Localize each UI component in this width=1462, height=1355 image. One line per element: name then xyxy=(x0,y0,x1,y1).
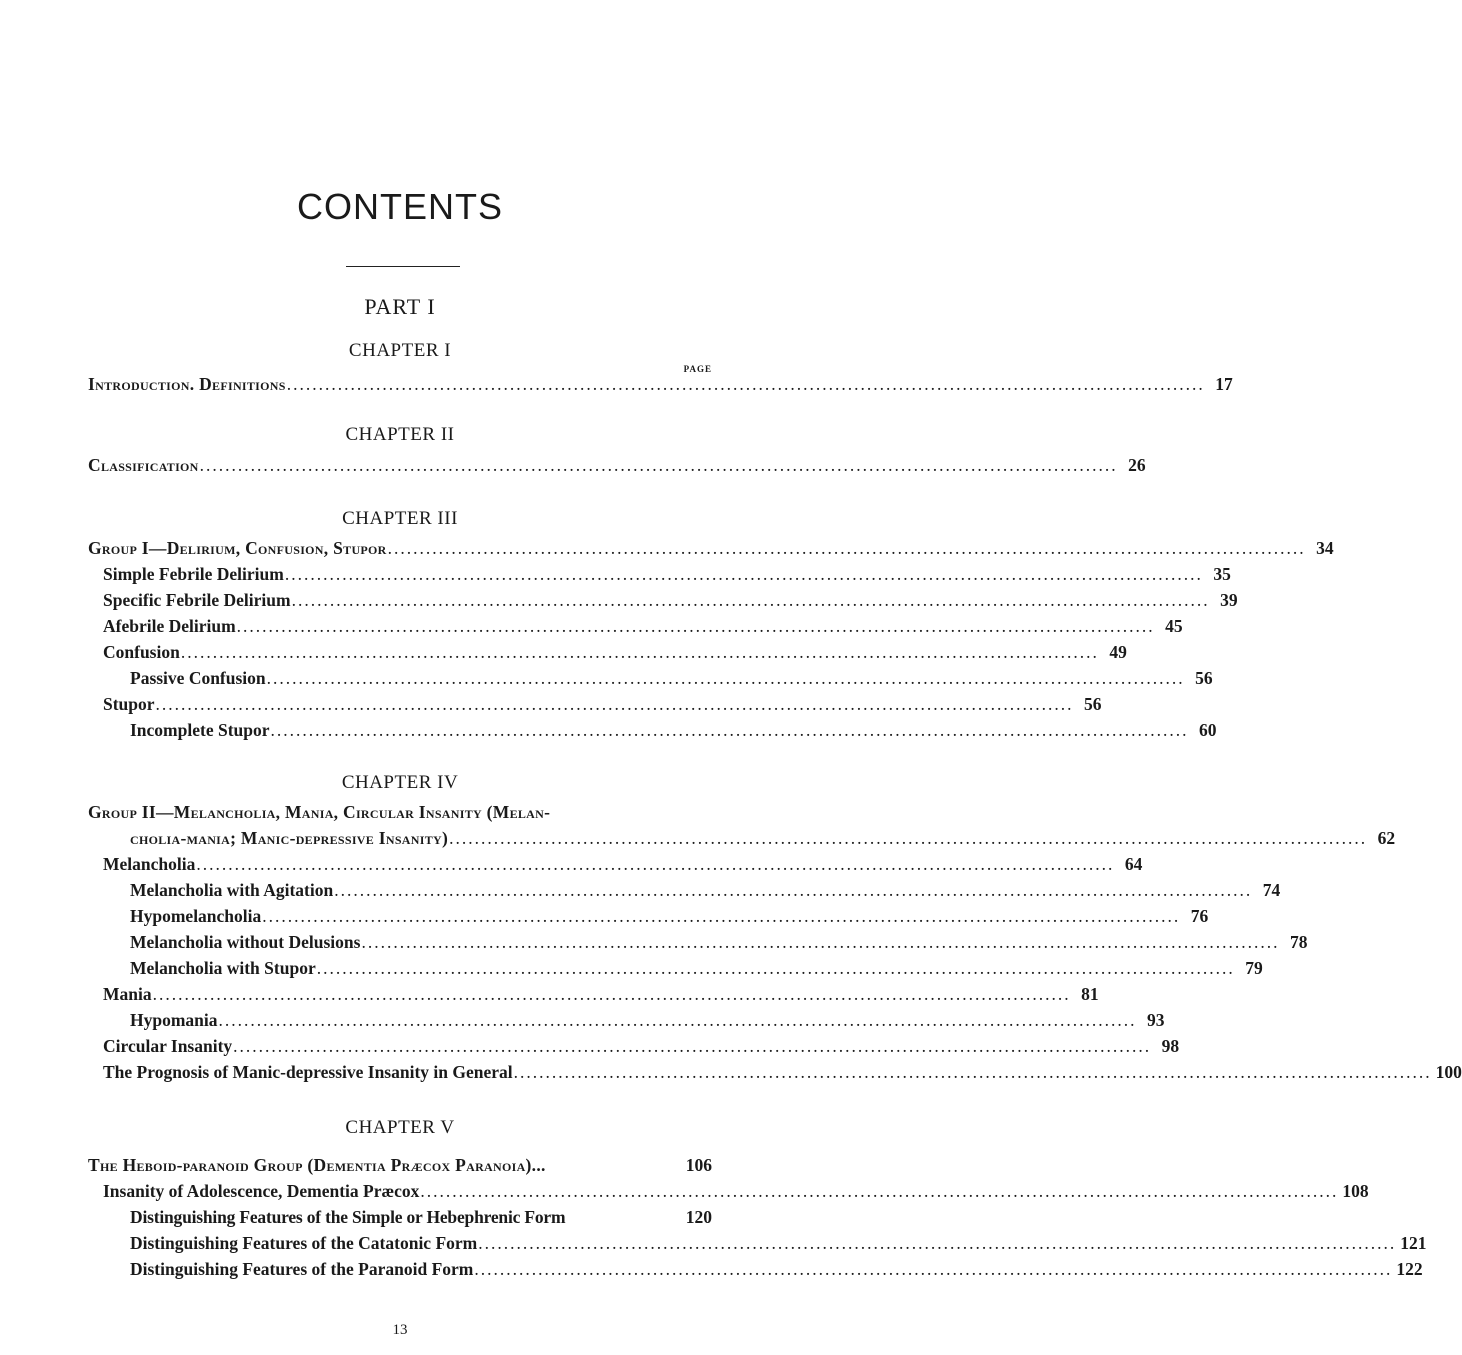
toc-entry-page: 76 xyxy=(1190,906,1209,926)
toc-entry[interactable] xyxy=(130,929,1308,955)
toc-entry-page: 106 xyxy=(685,1155,712,1175)
toc-entry-page: 100 xyxy=(1435,1062,1462,1082)
toc-entry-title: Simple Febrile Delirium xyxy=(103,564,284,584)
chapter-heading: CHAPTER III xyxy=(342,508,458,529)
toc-entry[interactable] xyxy=(103,587,1238,613)
leader-dots: ................................................................................................................................................ xyxy=(233,1036,1152,1056)
toc-entry-title: Passive Confusion xyxy=(130,668,266,688)
leader-dots: ................................................................................................................................................ xyxy=(513,1062,1432,1082)
toc-entry-page: 64 xyxy=(1124,854,1143,874)
toc-entry[interactable] xyxy=(88,371,1233,397)
leader-dots: ................................................................................................................................................ xyxy=(152,984,1071,1004)
leader-dots: ................................................................................................................................................ xyxy=(284,564,1203,584)
toc-entry-title: Insanity of Adolescence, Dementia Præcox xyxy=(103,1181,420,1201)
toc-entry-page: 74 xyxy=(1262,880,1281,900)
toc-entry-title: The Prognosis of Manic-depressive Insanity in General xyxy=(103,1062,513,1082)
chapter-heading: CHAPTER II xyxy=(345,424,455,445)
leader-dots: ................................................................................................................................................ xyxy=(196,854,1115,874)
leader-dots: ................................................................................................................................................ xyxy=(155,694,1074,714)
toc-entry-title: Group II—Melancholia, Mania, Circular Insanity (Melan- xyxy=(88,802,551,822)
toc-entry-page: 56 xyxy=(1195,668,1213,688)
page-number: 13 xyxy=(392,1322,408,1338)
toc-entry-title: cholia-mania; Manic-depressive Insanity) xyxy=(130,828,449,848)
toc-entry-page: 62 xyxy=(1377,828,1396,848)
toc-entry-title: Mania xyxy=(103,984,152,1004)
toc-entry-title: Incomplete Stupor xyxy=(130,720,270,740)
leader-dots: ................................................................................................................................................ xyxy=(236,616,1155,636)
leader-dots: ................................................................................................................................................ xyxy=(387,538,1306,558)
toc-entry[interactable] xyxy=(103,851,1143,877)
leader-dots: ................................................................................................................................................ xyxy=(266,668,1185,688)
toc-entry-page: 79 xyxy=(1245,958,1263,978)
leader-dots: ................................................................................................................................................ xyxy=(449,828,1368,848)
toc-entry-page: 93 xyxy=(1147,1010,1165,1030)
leader-dots: ................................................................................................................................................ xyxy=(286,374,1205,394)
leader-dots: ................................................................................................................................................ xyxy=(478,1233,1397,1253)
toc-entry-title: Specific Febrile Delirium xyxy=(103,590,291,610)
toc-entry[interactable] xyxy=(103,1033,1180,1059)
toc-entry[interactable] xyxy=(88,1152,712,1178)
toc-entry-title: Hypomelancholia xyxy=(130,906,262,926)
toc-entry-page: 35 xyxy=(1213,564,1231,584)
toc-entry-title: Melancholia with Agitation xyxy=(130,880,334,900)
leader-dots: ................................................................................................................................................ xyxy=(218,1010,1137,1030)
toc-entry[interactable] xyxy=(88,535,1334,561)
toc-entry[interactable] xyxy=(88,452,1146,478)
chapter-heading: CHAPTER IV xyxy=(341,772,459,793)
toc-entry[interactable] xyxy=(130,1007,1165,1033)
toc-entry[interactable] xyxy=(130,825,1396,851)
toc-entry-page: 108 xyxy=(1342,1181,1369,1201)
toc-entry-title: Classification xyxy=(88,455,199,475)
toc-entry-title: The Heboid-paranoid Group (Dementia Præcox Paranoia)... xyxy=(88,1155,546,1175)
toc-entry[interactable] xyxy=(103,561,1231,587)
toc-entry-title: Group I—Delirium, Confusion, Stupor xyxy=(88,538,387,558)
toc-entry[interactable] xyxy=(103,613,1183,639)
toc-entry-page: 34 xyxy=(1316,538,1334,558)
toc-entry-title: Circular Insanity xyxy=(103,1036,233,1056)
leader-dots: ................................................................................................................................................ xyxy=(361,932,1280,952)
chapter-heading: CHAPTER I xyxy=(348,340,452,361)
toc-entry-title: Hypomania xyxy=(130,1010,218,1030)
toc-entry-page: 17 xyxy=(1215,374,1233,394)
toc-entry[interactable] xyxy=(130,665,1213,691)
toc-entry[interactable] xyxy=(88,799,712,825)
toc-entry[interactable] xyxy=(130,1230,1427,1256)
toc-entry-title: Stupor xyxy=(103,694,155,714)
toc-entry[interactable] xyxy=(103,1178,1369,1204)
leader-dots: ................................................................................................................................................ xyxy=(180,642,1099,662)
toc-entry-page: 81 xyxy=(1081,984,1099,1004)
toc-entry[interactable] xyxy=(130,1204,712,1230)
toc-entry-page: 45 xyxy=(1165,616,1183,636)
toc-entry[interactable] xyxy=(130,903,1209,929)
title-divider xyxy=(346,266,460,267)
leader-dots: ................................................................................................................................................ xyxy=(334,880,1253,900)
toc-entry[interactable] xyxy=(130,955,1263,981)
part-heading: PART I xyxy=(364,294,436,319)
toc-entry[interactable] xyxy=(130,717,1217,743)
toc-entry-page: 39 xyxy=(1220,590,1238,610)
toc-entry-title: Melancholia with Stupor xyxy=(130,958,316,978)
toc-entry-title: Distinguishing Features of the Paranoid Form xyxy=(130,1259,474,1279)
leader-dots: ................................................................................................................................................ xyxy=(262,906,1181,926)
leader-dots: ................................................................................................................................................ xyxy=(474,1259,1393,1279)
page-title: CONTENTS xyxy=(297,186,503,227)
chapter-heading: CHAPTER V xyxy=(345,1117,455,1138)
leader-dots: ................................................................................................................................................ xyxy=(199,455,1118,475)
toc-entry-page: 98 xyxy=(1161,1036,1180,1056)
leader-dots: ................................................................................................................................................ xyxy=(316,958,1235,978)
toc-entry-title: Afebrile Delirium xyxy=(103,616,236,636)
toc-entry-page: 121 xyxy=(1400,1233,1427,1253)
toc-entry[interactable] xyxy=(130,877,1281,903)
toc-entry-title: Introduction. Definitions xyxy=(88,374,286,394)
page-column-label: PAGE xyxy=(683,364,712,374)
toc-entry-page: 26 xyxy=(1128,455,1146,475)
toc-entry[interactable] xyxy=(103,1059,1462,1085)
toc-entry-title: Distinguishing Features of the Catatonic Form xyxy=(130,1233,478,1253)
toc-entry[interactable] xyxy=(103,981,1099,1007)
leader-dots: ................................................................................................................................................ xyxy=(420,1181,1339,1201)
toc-entry-page: 78 xyxy=(1289,932,1308,952)
toc-entry-title: Distinguishing Features of the Simple or Hebephrenic Form xyxy=(130,1207,566,1227)
toc-entry[interactable] xyxy=(103,639,1127,665)
toc-entry-page: 122 xyxy=(1396,1259,1423,1279)
toc-entry-title: Melancholia xyxy=(103,854,196,874)
toc-entry-title: Melancholia without Delusions xyxy=(130,932,361,952)
toc-entry-page: 56 xyxy=(1084,694,1102,714)
leader-dots: ................................................................................................................................................ xyxy=(270,720,1189,740)
toc-entry-page: 120 xyxy=(685,1207,712,1227)
toc-entry[interactable] xyxy=(103,691,1102,717)
toc-entry[interactable] xyxy=(130,1256,1423,1282)
toc-entry-title: Confusion xyxy=(103,642,180,662)
toc-entry-page: 60 xyxy=(1199,720,1217,740)
toc-entry-page: 49 xyxy=(1109,642,1127,662)
leader-dots: ................................................................................................................................................ xyxy=(291,590,1210,610)
